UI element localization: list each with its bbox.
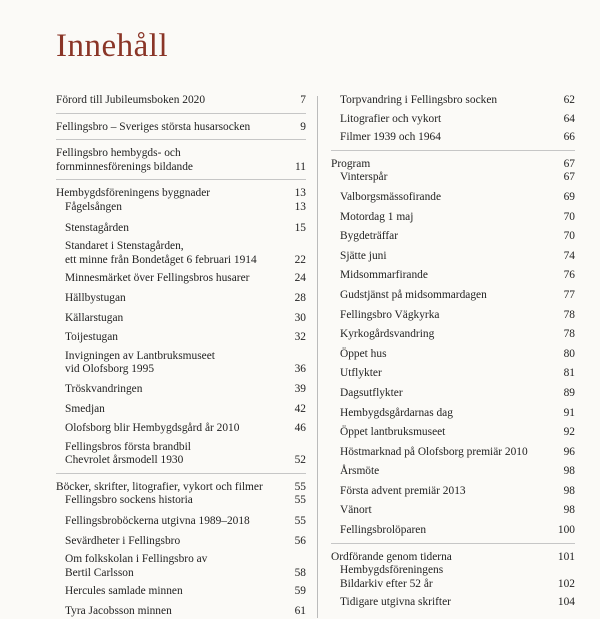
toc-entry <box>56 121 306 135</box>
toc-subentry <box>331 485 575 499</box>
toc-entry-title: Sjätte juni <box>340 249 387 262</box>
toc-entry-title: Gudstjänst på midsommardagen <box>340 288 487 301</box>
toc-entry-title: Vinterspår <box>340 171 388 184</box>
toc-subentry <box>331 131 575 145</box>
toc-subentry <box>331 269 575 283</box>
toc-subentry <box>331 446 575 460</box>
toc-subentry <box>56 585 306 599</box>
toc-entry-title: Hercules samlade minnen <box>65 585 183 598</box>
toc-page-number: 59 <box>294 585 306 598</box>
toc-entry-title: Smedjan <box>65 402 105 415</box>
toc-page-number: 55 <box>294 494 306 507</box>
toc-subentry <box>331 524 575 538</box>
toc-column-left <box>56 94 306 619</box>
toc-entry-title: Öppet lantbruksmuseet <box>340 426 446 439</box>
toc-subentry <box>56 240 306 267</box>
toc-page-number: 46 <box>294 422 306 435</box>
toc-page-number: 70 <box>563 230 575 243</box>
toc-subentry <box>331 564 575 591</box>
toc-entry-title: Källarstugan <box>65 311 124 324</box>
toc-subentry <box>331 367 575 381</box>
toc-page-number: 67 <box>563 171 575 184</box>
toc-subentry <box>56 312 306 326</box>
toc-subentry <box>331 328 575 342</box>
toc-page-number: 74 <box>563 249 575 262</box>
toc-subentry <box>331 596 575 610</box>
toc-entry-title: Fellingsbroböckerna utgivna 1989–2018 <box>65 515 250 528</box>
toc-page-number: 96 <box>563 445 575 458</box>
toc-page-number: 66 <box>563 131 575 144</box>
toc-page-number: 11 <box>295 160 306 173</box>
toc-entry-title: Kyrkogårdsvandring <box>340 328 435 341</box>
toc-entry <box>56 481 306 495</box>
toc-entry-title: Tröskvandringen <box>65 382 143 395</box>
toc-page-number: 91 <box>563 406 575 419</box>
toc-entry-title: Toijestugan <box>65 331 118 344</box>
toc-entry-title: Fellingsbro hembygds- och <box>56 147 181 160</box>
toc-subentry <box>56 292 306 306</box>
section-divider <box>331 543 575 544</box>
toc-entry-title: Bertil Carlsson <box>65 566 134 579</box>
toc-subentry <box>56 331 306 345</box>
toc-subentry <box>331 250 575 264</box>
toc-subentry <box>331 465 575 479</box>
toc-page-number: 100 <box>557 524 575 537</box>
toc-subentry <box>56 222 306 236</box>
toc-entry-title: Fellingsbro Vägkyrka <box>340 308 440 321</box>
toc-entry-title: Vänort <box>340 504 372 517</box>
toc-entry-title: Tidigare utgivna skrifter <box>340 596 451 609</box>
toc-page-number: 78 <box>563 328 575 341</box>
toc-entry-title: Böcker, skrifter, litografier, vykort och filmer <box>56 480 263 493</box>
toc-entry-title: Sevärdheter i Fellingsbro <box>65 534 181 547</box>
toc-page-number: 69 <box>563 190 575 203</box>
toc-page-number: 98 <box>563 465 575 478</box>
toc-entry-title: Fellingsbrolöparen <box>340 524 427 537</box>
toc-entry-title: Hembygdsföreningens <box>340 564 444 577</box>
page-title: Innehåll <box>56 28 169 64</box>
toc-page-number: 28 <box>294 291 306 304</box>
toc-page-number: 30 <box>294 311 306 324</box>
section-divider <box>331 150 575 151</box>
toc-subentry <box>56 201 306 215</box>
toc-entry-title: Fellingsbro – Sveriges största husarsocken <box>56 120 251 133</box>
toc-page-number: 15 <box>294 221 306 234</box>
toc-page-number: 9 <box>300 120 306 133</box>
toc-entry-title: Utflykter <box>340 367 382 380</box>
toc-entry <box>331 551 575 565</box>
toc-subentry <box>331 211 575 225</box>
toc-entry-title: Midsommarfirande <box>340 269 428 282</box>
toc-entry-title: Fågelsången <box>65 200 122 213</box>
section-divider <box>56 473 306 474</box>
toc-page-number: 13 <box>294 200 306 213</box>
toc-entry-title: Första advent premiär 2013 <box>340 484 466 497</box>
toc-subentry <box>56 403 306 417</box>
toc-page-number: 104 <box>557 596 575 609</box>
toc-page-number: 55 <box>294 515 306 528</box>
toc-page-number: 78 <box>563 308 575 321</box>
toc-subentry <box>331 289 575 303</box>
toc-page-number: 98 <box>563 484 575 497</box>
toc-entry-title: Motordag 1 maj <box>340 210 414 223</box>
toc-page-number: 70 <box>563 210 575 223</box>
toc-column-right <box>331 94 575 610</box>
toc-entry-title: Chevrolet årsmodell 1930 <box>65 454 184 467</box>
toc-subentry <box>331 387 575 401</box>
toc-entry-title: Stenstagården <box>65 221 129 234</box>
toc-page-number: 67 <box>563 157 575 170</box>
toc-subentry <box>331 309 575 323</box>
toc-subentry <box>331 94 575 108</box>
toc-entry-title: Litografier och vykort <box>340 112 442 125</box>
toc-page-number: 22 <box>294 253 306 266</box>
toc-entry-title: vid Olofsborg 1995 <box>65 363 155 376</box>
toc-entry-title: Höstmarknad på Olofsborg premiär 2010 <box>340 445 528 458</box>
toc-entry-title: Bildarkiv efter 52 år <box>340 577 433 590</box>
toc-page-number: 61 <box>294 605 306 618</box>
toc-entry-title: Hembygdsgårdarnas dag <box>340 406 453 419</box>
toc-subentry <box>56 422 306 436</box>
toc-subentry <box>331 407 575 421</box>
toc-entry-title: Standaret i Stenstagården, <box>65 240 184 253</box>
toc-page-number: 7 <box>300 94 306 106</box>
toc-subentry <box>331 191 575 205</box>
toc-entry-title: Torpvandring i Fellingsbro socken <box>340 94 498 106</box>
toc-entry-title: Dagsutflykter <box>340 386 403 399</box>
toc-page-number: 102 <box>557 577 575 590</box>
toc-entry-title: Årsmöte <box>340 465 380 478</box>
toc-entry-title: Valborgsmässofirande <box>340 190 442 203</box>
toc-page-number: 52 <box>294 454 306 467</box>
toc-subentry <box>331 426 575 440</box>
toc-subentry <box>331 113 575 127</box>
toc-page-number: 58 <box>294 566 306 579</box>
toc-page-number: 56 <box>294 534 306 547</box>
section-divider <box>56 179 306 180</box>
toc-subentry <box>56 553 306 580</box>
toc-subentry <box>56 494 306 508</box>
toc-page-number: 76 <box>563 269 575 282</box>
toc-entry-title: Ordförande genom tiderna <box>331 550 452 563</box>
toc-page-number: 62 <box>563 94 575 106</box>
toc-subentry <box>56 441 306 468</box>
toc-page-number: 101 <box>557 550 575 563</box>
toc-subentry <box>56 272 306 286</box>
toc-page-number: 32 <box>294 331 306 344</box>
section-divider <box>56 113 306 114</box>
toc-page-number: 39 <box>294 382 306 395</box>
toc-subentry <box>56 515 306 529</box>
toc-entry <box>56 94 306 108</box>
toc-page-number: 92 <box>563 426 575 439</box>
toc-entry-title: Program <box>331 157 371 170</box>
toc-subentry <box>56 383 306 397</box>
toc-entry-title: Filmer 1939 och 1964 <box>340 131 441 144</box>
toc-entry-title: Fellingsbro sockens historia <box>65 494 193 507</box>
toc-subentry <box>56 535 306 549</box>
toc-entry-title: Olofsborg blir Hembygdsgård år 2010 <box>65 422 240 435</box>
toc-entry-title: Förord till Jubileumsboken 2020 <box>56 94 206 106</box>
toc-entry-title: Om folkskolan i Fellingsbro av <box>65 553 208 566</box>
toc-page-number: 81 <box>563 367 575 380</box>
toc-page-number: 24 <box>294 272 306 285</box>
toc-entry-title: Öppet hus <box>340 347 387 360</box>
toc-entry-title: Tyra Jacobsson minnen <box>65 605 172 618</box>
toc-entry-title: Bygdeträffar <box>340 230 398 243</box>
toc-page-number: 42 <box>294 402 306 415</box>
toc-subentry <box>331 171 575 185</box>
toc-subentry <box>331 230 575 244</box>
toc-page-number: 98 <box>563 504 575 517</box>
toc-entry <box>56 187 306 201</box>
toc-subentry <box>56 350 306 377</box>
toc-entry-title: ett minne från Bondetåget 6 februari 1914 <box>65 253 257 266</box>
toc-page-number: 89 <box>563 386 575 399</box>
toc-page-number: 36 <box>294 363 306 376</box>
toc-subentry <box>56 605 306 619</box>
toc-entry-title: Fellingsbros första brandbil <box>65 440 191 453</box>
toc-page-number: 55 <box>294 480 306 493</box>
toc-entry-title: Invigningen av Lantbruksmuseet <box>65 349 215 362</box>
toc-entry-title: Minnesmärket över Fellingsbros husarer <box>65 272 250 285</box>
toc-page-number: 80 <box>563 347 575 360</box>
toc-entry <box>56 147 306 174</box>
section-divider <box>56 139 306 140</box>
toc-entry-title: fornminnesförenings bildande <box>56 160 193 173</box>
toc-entry-title: Hällbystugan <box>65 291 126 304</box>
toc-page-number: 77 <box>563 288 575 301</box>
toc-subentry <box>331 348 575 362</box>
toc-subentry <box>331 504 575 518</box>
toc-entry <box>331 158 575 172</box>
toc-page-number: 64 <box>563 112 575 125</box>
toc-entry-title: Hembygdsföreningens byggnader <box>56 187 211 200</box>
toc-page-number: 13 <box>294 187 306 200</box>
